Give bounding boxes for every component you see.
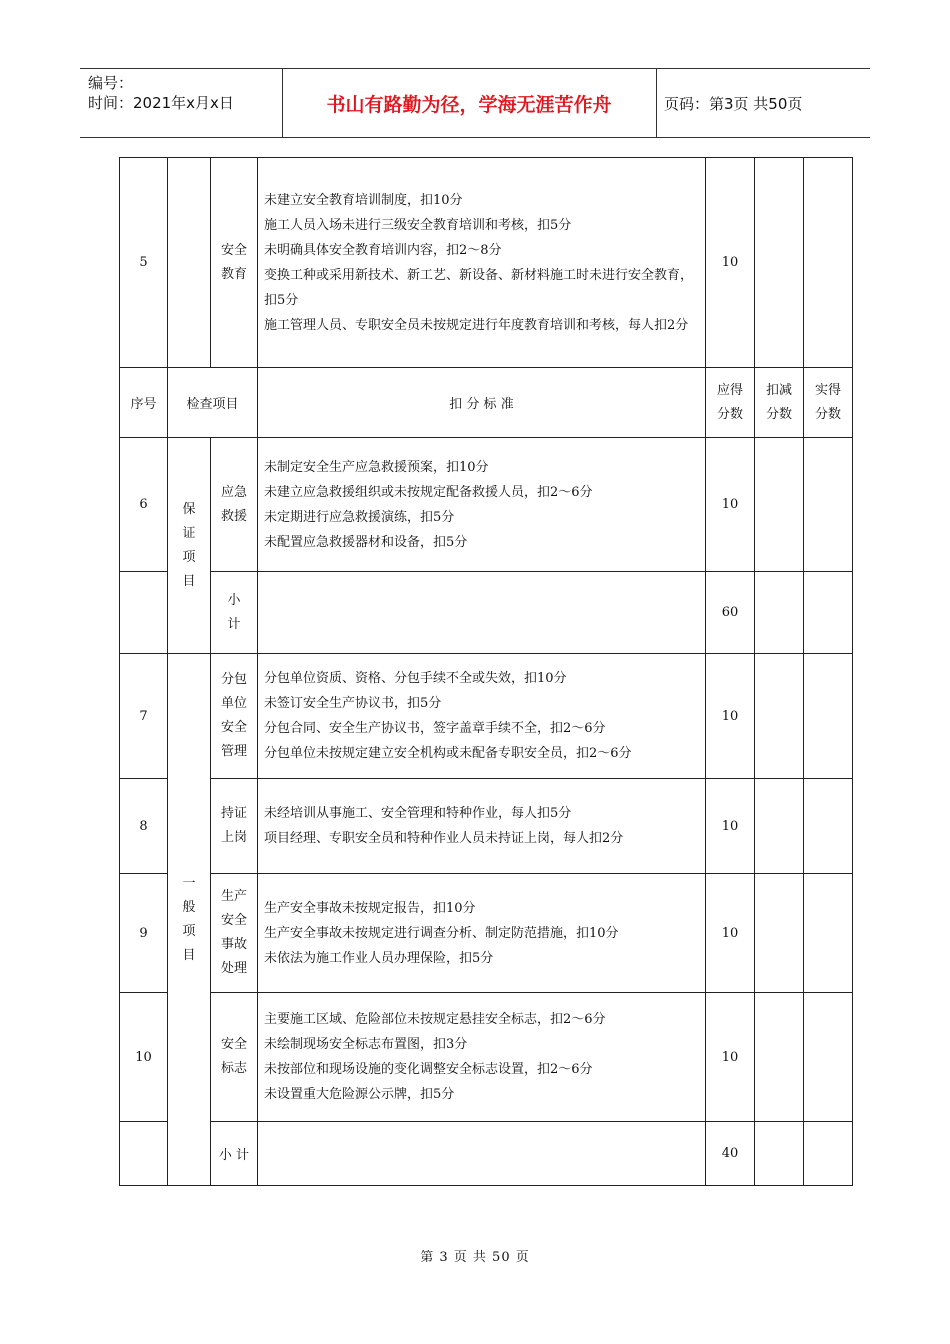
header-meta: [88, 73, 234, 113]
check-item: 分包单位安全管理: [211, 654, 258, 779]
header-page-info: 页码：第3页 共50页: [664, 94, 803, 113]
should-score: 10: [706, 874, 755, 993]
check-item: 安全标志: [211, 993, 258, 1122]
row-number: 8: [120, 779, 168, 874]
actual-score: [804, 654, 853, 779]
actual-score: [804, 572, 853, 654]
row-number: 6: [120, 438, 168, 572]
row-number: 9: [120, 874, 168, 993]
actual-score: [804, 779, 853, 874]
deduct-score: [755, 993, 804, 1122]
subtotal-row: [120, 572, 853, 654]
deduction-standard: 未制定安全生产应急救援预案，扣10分 未建立应急救援组织或未按规定配备救援人员，扣2～6分 未定期进行应急救援演练，扣5分 未配置应急救援器材和设备，扣5分: [258, 438, 706, 572]
table-row: [120, 993, 853, 1122]
deduction-standard: 主要施工区域、危险部位未按规定悬挂安全标志，扣2～6分 未绘制现场安全标志布置图，扣3分 未按部位和现场设施的变化调整安全标志设置，扣2～6分 未设置重大危险源公示牌，扣5分: [258, 993, 706, 1122]
inspection-table: [119, 157, 853, 1186]
should-score: 10: [706, 993, 755, 1122]
row-number: 10: [120, 993, 168, 1122]
deduct-score: [755, 779, 804, 874]
subtotal-label: 小 计: [211, 1122, 258, 1186]
deduct-score: [755, 1122, 804, 1186]
header-divider: [656, 69, 657, 137]
header-item: 检查项目: [168, 368, 258, 438]
check-item: 生产安全事故处理: [211, 874, 258, 993]
header-deduct: 扣减分数: [755, 368, 804, 438]
deduction-standard: 生产安全事故未按规定报告，扣10分 生产安全事故未按规定进行调查分析、制定防范措施，扣10分 未依法为施工作业人员办理保险，扣5分: [258, 874, 706, 993]
check-item: 持证上岗: [211, 779, 258, 874]
deduction-standard: [258, 1122, 706, 1186]
table-header-row: [120, 368, 853, 438]
should-score: 40: [706, 1122, 755, 1186]
deduct-score: [755, 158, 804, 368]
deduct-score: [755, 438, 804, 572]
check-item: 应急救援: [211, 438, 258, 572]
should-score: 60: [706, 572, 755, 654]
group-label: 一般项目: [168, 654, 211, 1186]
header-should: 应得分数: [706, 368, 755, 438]
table-row: [120, 654, 853, 779]
actual-score: [804, 993, 853, 1122]
group-cell: [168, 158, 211, 368]
actual-score: [804, 158, 853, 368]
row-number: [120, 1122, 168, 1186]
should-score: 10: [706, 779, 755, 874]
serial-label: 编号：: [88, 74, 134, 92]
row-number: [120, 572, 168, 654]
header-standard: 扣 分 标 准: [258, 368, 706, 438]
deduction-standard: 未经培训从事施工、安全管理和特种作业，每人扣5分 项目经理、专职安全员和特种作业人员未持证上岗，每人扣2分: [258, 779, 706, 874]
check-item: 安全教育: [211, 158, 258, 368]
should-score: 10: [706, 654, 755, 779]
should-score: 10: [706, 438, 755, 572]
page-header: [80, 68, 870, 138]
table-row: [120, 158, 853, 368]
table-row: [120, 874, 853, 993]
deduction-standard: [258, 572, 706, 654]
actual-score: [804, 438, 853, 572]
actual-score: [804, 874, 853, 993]
header-motto: 书山有路勤为径，学海无涯苦作舟: [326, 93, 612, 116]
table-row: [120, 779, 853, 874]
header-no: 序号: [120, 368, 168, 438]
deduct-score: [755, 874, 804, 993]
group-label: 保证项目: [168, 438, 211, 654]
row-number: 5: [120, 158, 168, 368]
deduct-score: [755, 654, 804, 779]
header-actual: 实得分数: [804, 368, 853, 438]
deduct-score: [755, 572, 804, 654]
subtotal-label: 小计: [211, 572, 258, 654]
date-label: 时间：2021年x月x日: [88, 94, 234, 112]
subtotal-row: [120, 1122, 853, 1186]
page-footer: 第 3 页 共 50 页: [420, 1250, 530, 1265]
deduction-standard: 分包单位资质、资格、分包手续不全或失效，扣10分 未签订安全生产协议书，扣5分 分包合同、安全生产协议书，签字盖章手续不全，扣2～6分 分包单位未按规定建立安全机构或未配备专职安全员，扣2～6分: [258, 654, 706, 779]
should-score: 10: [706, 158, 755, 368]
actual-score: [804, 1122, 853, 1186]
table-row: [120, 438, 853, 572]
deduction-standard: 未建立安全教育培训制度，扣10分 施工人员入场未进行三级安全教育培训和考核，扣5分 未明确具体安全教育培训内容，扣2～8分 变换工种或采用新技术、新工艺、新设备、新材料施工时未进行安全教育，扣5分 施工管理人员、专职安全员未按规定进行年度教育培训和考核，每人扣2分: [258, 158, 706, 368]
row-number: 7: [120, 654, 168, 779]
